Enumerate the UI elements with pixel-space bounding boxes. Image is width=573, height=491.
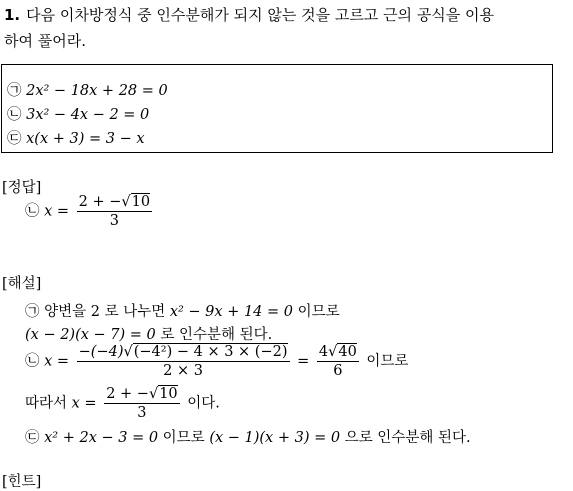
quadratic-formula-fraction: $\frac{\text{−(−4)√(−4²) − 4 × 3 × (−2)}}{2 \times 3}$ [78,344,288,379]
sqrt-symbol: √ [148,386,159,402]
result-fraction: $\frac{2 + -√10}{3}$ [106,386,178,421]
sqrt-symbol: √ [123,344,133,360]
solution-line-4: 따라서 x = $\frac{2 + -√10}{3}$ 이다. [25,386,220,421]
answer-lhs: x = [44,203,70,220]
answer-line [25,194,155,229]
solution-heading: [해설] [2,276,42,292]
answer-label: ㉡ [25,203,40,220]
answer-fraction [77,194,152,229]
hint-heading: [힌트] [2,474,42,490]
solution-line-1: ㉠ 양변을 2 로 나누면 x² − 9x + 14 = 0 이므로 [25,304,340,320]
question-line-2: 하여 풀어라. [4,32,86,50]
sqrt-symbol: √ [328,344,338,360]
question-text-1: 다음 이차방정식 중 인수분해가 되지 않는 것을 고르고 근의 공식을 이용 [26,6,495,24]
option-3 [7,127,145,148]
option-equation: 2x² − 18x + 28 = 0 [26,83,168,99]
fraction-denominator: 3 [109,213,119,229]
option-label: ㉠ [7,83,22,99]
option-label: ㉡ [7,107,22,123]
question-number: 1. [4,6,21,24]
solution-line-2: (x − 2)(x − 7) = 0 로 인수분해 된다. [25,327,273,343]
option-label: ㉢ [7,131,22,147]
answer-heading: [정답] [2,180,42,196]
fraction-numerator: 2 + −√10 [78,194,151,210]
simplified-fraction: $\frac{4√40}{6}$ [318,344,357,379]
sqrt-radicand: 10 [131,194,151,210]
option-equation: x(x + 3) = 3 − x [26,131,145,147]
option-1 [7,79,168,100]
option-equation: 3x² − 4x − 2 = 0 [26,107,150,123]
solution-line-3: ㉡ x = $\frac{\text{−(−4)√(−4²) − 4 × 3 × (−2)}}{2 \times 3}$ = $\frac{4√40}{6}$ 이므로 [25,344,409,379]
question-line-1 [4,4,494,25]
option-2 [7,103,149,124]
solution-line-5: ㉢ x² + 2x − 3 = 0 이므로 (x − 1)(x + 3) = 0 으로 인수분해 된다. [25,430,471,446]
sqrt-symbol: √ [121,194,131,210]
options-box [1,64,553,153]
